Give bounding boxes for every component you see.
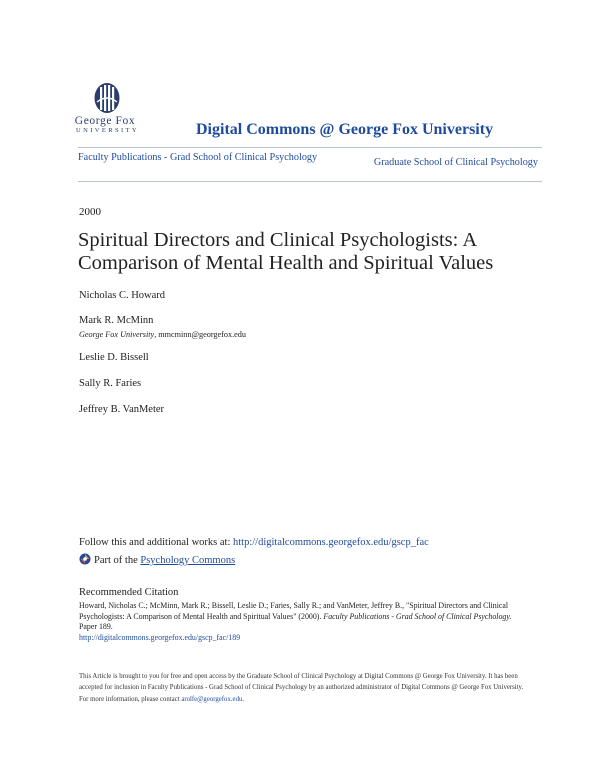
part-of-line	[79, 553, 235, 566]
collection-link-graduate-school[interactable]: Graduate School of Clinical Psychology	[373, 157, 538, 168]
access-statement	[79, 671, 529, 705]
article-title: Spiritual Directors and Clinical Psychologists: A Comparison of Mental Health and Spiritual Values	[78, 229, 494, 274]
creative-commons-icon	[79, 553, 91, 565]
repository-title-link[interactable]: Digital Commons @ George Fox University	[196, 121, 494, 138]
author-name: Leslie D. Bissell	[79, 352, 149, 363]
citation-main: Howard, Nicholas C.; McMinn, Mark R.; Bissell, Leslie D.; Faries, Sally R.; and VanMeter, Jeffrey B., "Spiritual Directors and Clinical Psychologists: A Comparison of Mental Health and Spiritual Values" (2000).	[79, 601, 509, 621]
logo-subtitle-text: UNIVERSITY	[76, 127, 139, 134]
author-affiliation	[79, 330, 246, 339]
logo-name-text: George Fox	[74, 115, 136, 127]
author-name: Sally R. Faries	[79, 378, 142, 389]
access-statement-end: .	[242, 695, 245, 703]
university-seal-icon	[91, 82, 123, 114]
collection-url-link[interactable]: http://digitalcommons.georgefox.edu/gscp_fac	[233, 537, 429, 548]
publication-year: 2000	[79, 206, 101, 218]
contact-email-link[interactable]: arolfe@georgefox.edu	[181, 695, 243, 703]
psychology-commons-link[interactable]: Psychology Commons	[140, 555, 236, 566]
university-logo[interactable]	[76, 82, 138, 134]
affiliation-institution: George Fox University	[79, 330, 155, 339]
affiliation-email: , mmcminn@georgefox.edu	[154, 330, 246, 339]
citation-heading: Recommended Citation	[79, 587, 179, 598]
follow-line	[79, 537, 429, 548]
part-of-text: Part of the	[94, 555, 141, 566]
citation-url-link[interactable]: http://digitalcommons.georgefox.edu/gscp_fac/189	[79, 632, 241, 642]
access-statement-text: This Article is brought to you for free and open access by the Graduate School of Clinical Psychology at Digital Commons @ George Fox University. It has been accepted for inclusion in Faculty Publications - Grad School of Clinical Psychology by an authorized administrator of Digital Commons @ George Fox University. For more information, please contact	[79, 673, 524, 703]
collection-link-faculty-publications[interactable]: Faculty Publications - Grad School of Clinical Psychology	[78, 152, 318, 163]
author-name: Nicholas C. Howard	[79, 290, 166, 301]
author-name: Jeffrey B. VanMeter	[79, 404, 165, 415]
citation-series: Faculty Publications - Grad School of Clinical Psychology.	[323, 611, 512, 621]
collection-bar	[78, 147, 542, 182]
author-name: Mark R. McMinn	[79, 315, 154, 326]
citation-paper: Paper 189.	[79, 622, 113, 632]
follow-text: Follow this and additional works at:	[79, 537, 233, 548]
citation-text	[79, 601, 519, 643]
